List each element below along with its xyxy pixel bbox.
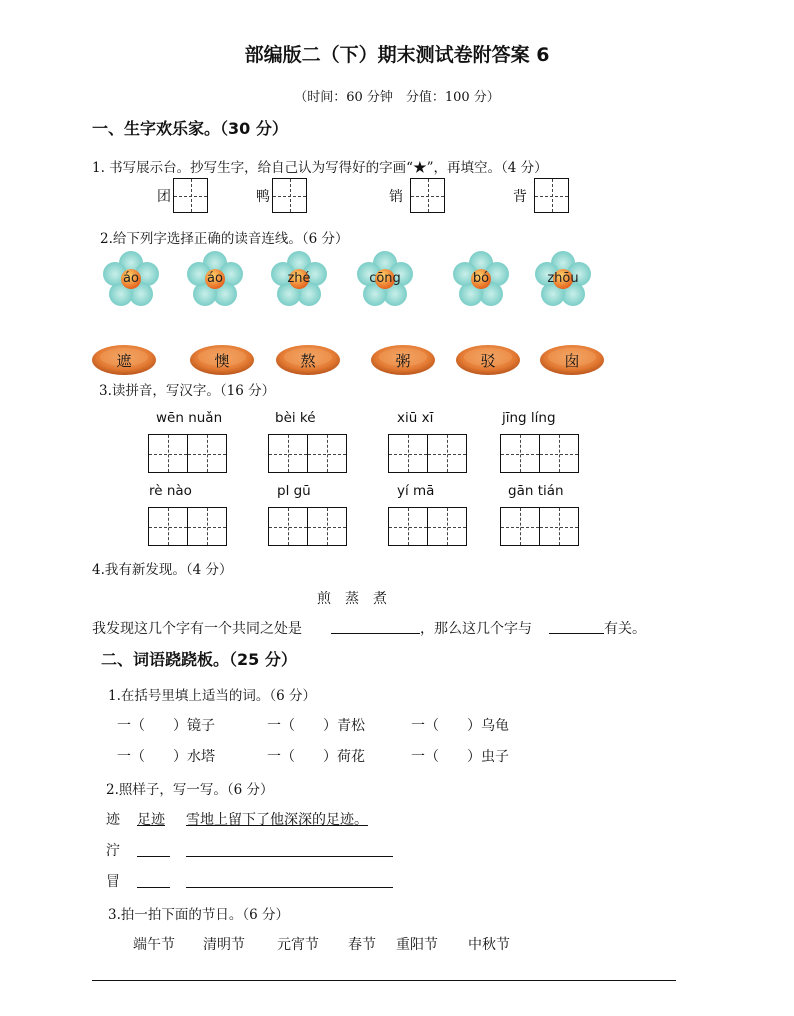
plate-char: 粥 xyxy=(395,352,411,370)
writing-grid[interactable] xyxy=(539,507,579,546)
pinyin-prompt: bèi ké xyxy=(275,410,316,426)
answer-blank[interactable] xyxy=(331,633,420,634)
q4-sentence-part1: 我发现这几个字有一个共同之处是 xyxy=(92,621,302,637)
answer-blank[interactable] xyxy=(549,633,604,634)
flower-card[interactable] xyxy=(270,251,328,309)
s2-q1-text: 1.在括号里填上适当的词。（6 分） xyxy=(108,688,317,704)
plate-char: 懊 xyxy=(214,352,230,370)
festival-item: 中秋节 xyxy=(468,937,510,953)
q4-sentence-part3: 有关。 xyxy=(604,621,646,637)
festival-item: 重阳节 xyxy=(396,937,438,953)
flower-card[interactable] xyxy=(534,251,592,309)
writing-grid[interactable] xyxy=(427,434,467,473)
writing-grid[interactable] xyxy=(268,434,308,473)
writing-grid[interactable] xyxy=(500,434,540,473)
plate-char: 囱 xyxy=(564,352,580,370)
writing-grid[interactable] xyxy=(187,434,227,473)
section1-heading: 一、生字欢乐家。（30 分） xyxy=(92,119,288,138)
writing-grid[interactable] xyxy=(187,507,227,546)
exam-subtitle: （时间：60 分钟 分值：100 分） xyxy=(294,90,500,105)
q4-sentence-part2: ，那么这几个字与 xyxy=(420,621,532,637)
q3-text: 3.读拼音，写汉字。（16 分） xyxy=(99,383,276,399)
q1-char-1: 团 xyxy=(157,189,171,205)
pinyin-prompt: jīng líng xyxy=(502,410,556,426)
fill-item[interactable]: 一（ ）乌龟 xyxy=(411,718,509,734)
writing-grid[interactable] xyxy=(148,434,188,473)
pinyin-label: áo xyxy=(123,271,139,286)
pinyin-label: áo xyxy=(207,271,223,286)
answer-blank[interactable] xyxy=(137,856,170,857)
pinyin-prompt: wēn nuǎn xyxy=(156,410,223,426)
writing-grid[interactable] xyxy=(272,178,307,213)
section2-heading: 二、词语跷跷板。（25 分） xyxy=(101,650,297,669)
fill-item[interactable]: 一（ ）荷花 xyxy=(267,749,365,765)
plate-card[interactable] xyxy=(189,344,255,376)
q1-text: 1. 书写展示台。抄写生字，给自己认为写得好的字画“★”，再填空。（4 分） xyxy=(92,160,548,176)
pinyin-prompt: xiū xī xyxy=(397,410,434,426)
flower-card[interactable] xyxy=(356,251,414,309)
q4-text: 4.我有新发现。（4 分） xyxy=(92,562,233,578)
plate-card[interactable] xyxy=(91,344,157,376)
pinyin-label: cōng xyxy=(369,271,401,286)
writing-grid[interactable] xyxy=(148,507,188,546)
pinyin-prompt: yí mā xyxy=(397,483,435,499)
writing-grid[interactable] xyxy=(534,178,569,213)
answer-blank[interactable] xyxy=(186,856,393,857)
pinyin-label: zhé xyxy=(287,271,311,286)
pinyin-prompt: pl gū xyxy=(277,483,311,499)
writing-grid[interactable] xyxy=(388,507,428,546)
writing-grid[interactable] xyxy=(388,434,428,473)
pinyin-label: zhōu xyxy=(547,271,579,286)
festival-item: 清明节 xyxy=(203,937,245,953)
writing-grid[interactable] xyxy=(307,434,347,473)
writing-grid[interactable] xyxy=(500,507,540,546)
writing-grid[interactable] xyxy=(410,178,445,213)
fill-item[interactable]: 一（ ）虫子 xyxy=(411,749,509,765)
pinyin-prompt: rè nào xyxy=(149,483,192,499)
q1-char-4: 背 xyxy=(513,189,527,205)
flower-card[interactable] xyxy=(186,251,244,309)
plate-char: 驳 xyxy=(480,352,496,370)
festival-item: 元宵节 xyxy=(277,937,319,953)
page-divider xyxy=(92,980,676,981)
example-word: 足迹 xyxy=(137,812,165,828)
flower-card[interactable] xyxy=(102,251,160,309)
practice-char: 泞 xyxy=(106,843,120,859)
q4-chars: 煎 蒸 煮 xyxy=(317,591,387,607)
practice-char: 冒 xyxy=(106,874,120,890)
festival-item: 端午节 xyxy=(133,937,175,953)
plate-card[interactable] xyxy=(455,344,521,376)
writing-grid[interactable] xyxy=(173,178,208,213)
writing-grid[interactable] xyxy=(307,507,347,546)
plate-char: 遮 xyxy=(116,352,132,370)
fill-item[interactable]: 一（ ）青松 xyxy=(267,718,365,734)
s2-q3-text: 3.拍一拍下面的节日。（6 分） xyxy=(108,907,290,923)
answer-blank[interactable] xyxy=(186,887,393,888)
festival-item: 春节 xyxy=(348,937,376,953)
answer-blank[interactable] xyxy=(137,887,170,888)
page-title: 部编版二（下）期末测试卷附答案 6 xyxy=(244,44,550,66)
writing-grid[interactable] xyxy=(427,507,467,546)
plate-card[interactable] xyxy=(275,344,341,376)
q2-text: 2.给下列字选择正确的读音连线。（6 分） xyxy=(100,231,349,247)
pinyin-prompt: gān tián xyxy=(508,483,564,499)
writing-grid[interactable] xyxy=(268,507,308,546)
q1-char-2: 鸭 xyxy=(256,189,270,205)
s2-q2-text: 2.照样子，写一写。（6 分） xyxy=(106,782,274,798)
example-char: 迹 xyxy=(106,812,120,828)
writing-grid[interactable] xyxy=(539,434,579,473)
q1-char-3: 销 xyxy=(389,189,403,205)
fill-item[interactable]: 一（ ）镜子 xyxy=(117,718,215,734)
plate-card[interactable] xyxy=(539,344,605,376)
fill-item[interactable]: 一（ ）水塔 xyxy=(117,749,215,765)
plate-card[interactable] xyxy=(370,344,436,376)
flower-card[interactable] xyxy=(452,251,510,309)
pinyin-label: bó xyxy=(472,271,490,286)
plate-char: 熬 xyxy=(300,352,316,370)
example-sentence: 雪地上留下了他深深的足迹。 xyxy=(186,812,368,828)
